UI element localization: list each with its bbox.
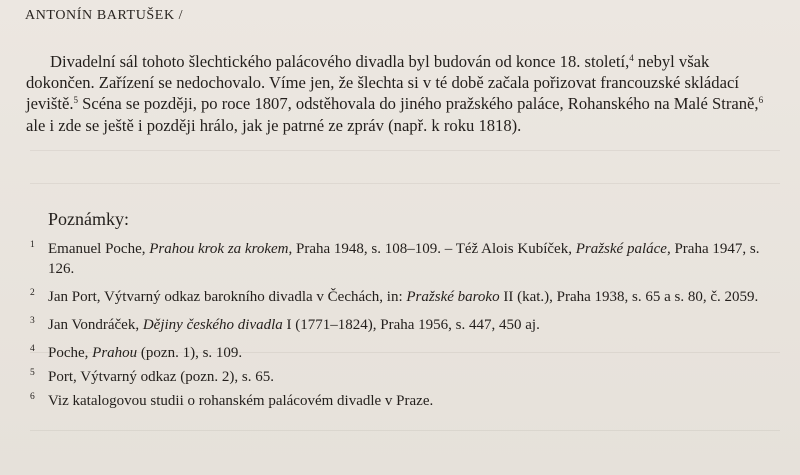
note-number: 1 bbox=[30, 240, 35, 250]
note-number: 3 bbox=[30, 316, 35, 326]
note-text-part: , Praha 1947, s. 126. bbox=[48, 241, 760, 277]
note-item bbox=[30, 367, 770, 387]
note-text bbox=[48, 241, 759, 277]
note-item bbox=[30, 343, 770, 363]
bleed-through-line bbox=[30, 150, 780, 151]
note-title-italic: Prahou bbox=[92, 345, 138, 361]
note-title-italic: Pražské baroko bbox=[406, 289, 500, 305]
header-author: ANTONÍN BARTUŠEK bbox=[25, 8, 175, 23]
body-text-part: ale i zde se ještě i později hrálo, jak je patrné ze zpráv (např. k roku 1818). bbox=[26, 115, 522, 135]
note-text bbox=[48, 317, 540, 333]
footnote-ref[interactable]: 5 bbox=[73, 95, 78, 106]
note-item bbox=[30, 315, 770, 335]
note-text bbox=[48, 345, 242, 361]
note-number: 6 bbox=[30, 392, 35, 402]
running-header bbox=[25, 8, 183, 24]
note-text-part: I (1771–1824), Praha 1956, s. 447, 450 aj. bbox=[282, 317, 540, 333]
body-text-part: nebyl však dokončen. Zařízení se nedochovalo. Víme jen, že šlechta si v té době začala pořizovat francouzské skládací jeviště. bbox=[26, 52, 739, 114]
note-number: 2 bbox=[30, 288, 35, 298]
note-item bbox=[30, 287, 770, 307]
bleed-through-line bbox=[30, 183, 780, 184]
note-text: Port, Výtvarný odkaz (pozn. 2), s. 65. bbox=[48, 369, 274, 385]
note-number: 5 bbox=[30, 368, 35, 378]
note-text-part: , Praha 1948, s. 108–109. – Též Alois Kubíček, bbox=[288, 241, 576, 257]
note-text-part: Jan Vondráček, bbox=[48, 317, 143, 333]
note-title-italic: Pražské paláce bbox=[575, 241, 667, 257]
note-number: 4 bbox=[30, 344, 35, 354]
note-text-part: Emanuel Poche, bbox=[48, 241, 150, 257]
note-title-italic: Prahou krok za krokem bbox=[149, 241, 289, 257]
note-item bbox=[30, 391, 770, 411]
note-text bbox=[48, 289, 758, 305]
bleed-through-line bbox=[30, 430, 780, 431]
note-item bbox=[30, 239, 770, 279]
body-paragraph bbox=[26, 51, 766, 136]
note-text-part: (pozn. 1), s. 109. bbox=[137, 345, 243, 361]
note-text-part: Jan Port, Výtvarný odkaz barokního divadla v Čechách, in: bbox=[48, 289, 407, 305]
header-slash: / bbox=[178, 8, 184, 23]
note-text-part: Poche, bbox=[48, 345, 93, 361]
note-text-part: II (kat.), Praha 1938, s. 65 a s. 80, č. 2059. bbox=[499, 289, 759, 305]
footnote-ref[interactable]: 4 bbox=[629, 53, 634, 63]
footnote-ref[interactable]: 6 bbox=[758, 95, 764, 106]
notes-list bbox=[30, 239, 770, 415]
note-title-italic: Dějiny českého divadla bbox=[142, 317, 283, 333]
body-text-part: Scéna se později, po roce 1807, odstěhovala do jiného pražského paláce, Rohanského na Malé Straně, bbox=[77, 94, 759, 114]
note-text: Viz katalogovou studii o rohanském palácovém divadle v Praze. bbox=[48, 393, 434, 409]
notes-heading: Poznámky: bbox=[48, 209, 129, 229]
body-text-part: Divadelní sál tohoto šlechtického palácového divadla byl budován od konce 18. století, bbox=[50, 52, 630, 71]
